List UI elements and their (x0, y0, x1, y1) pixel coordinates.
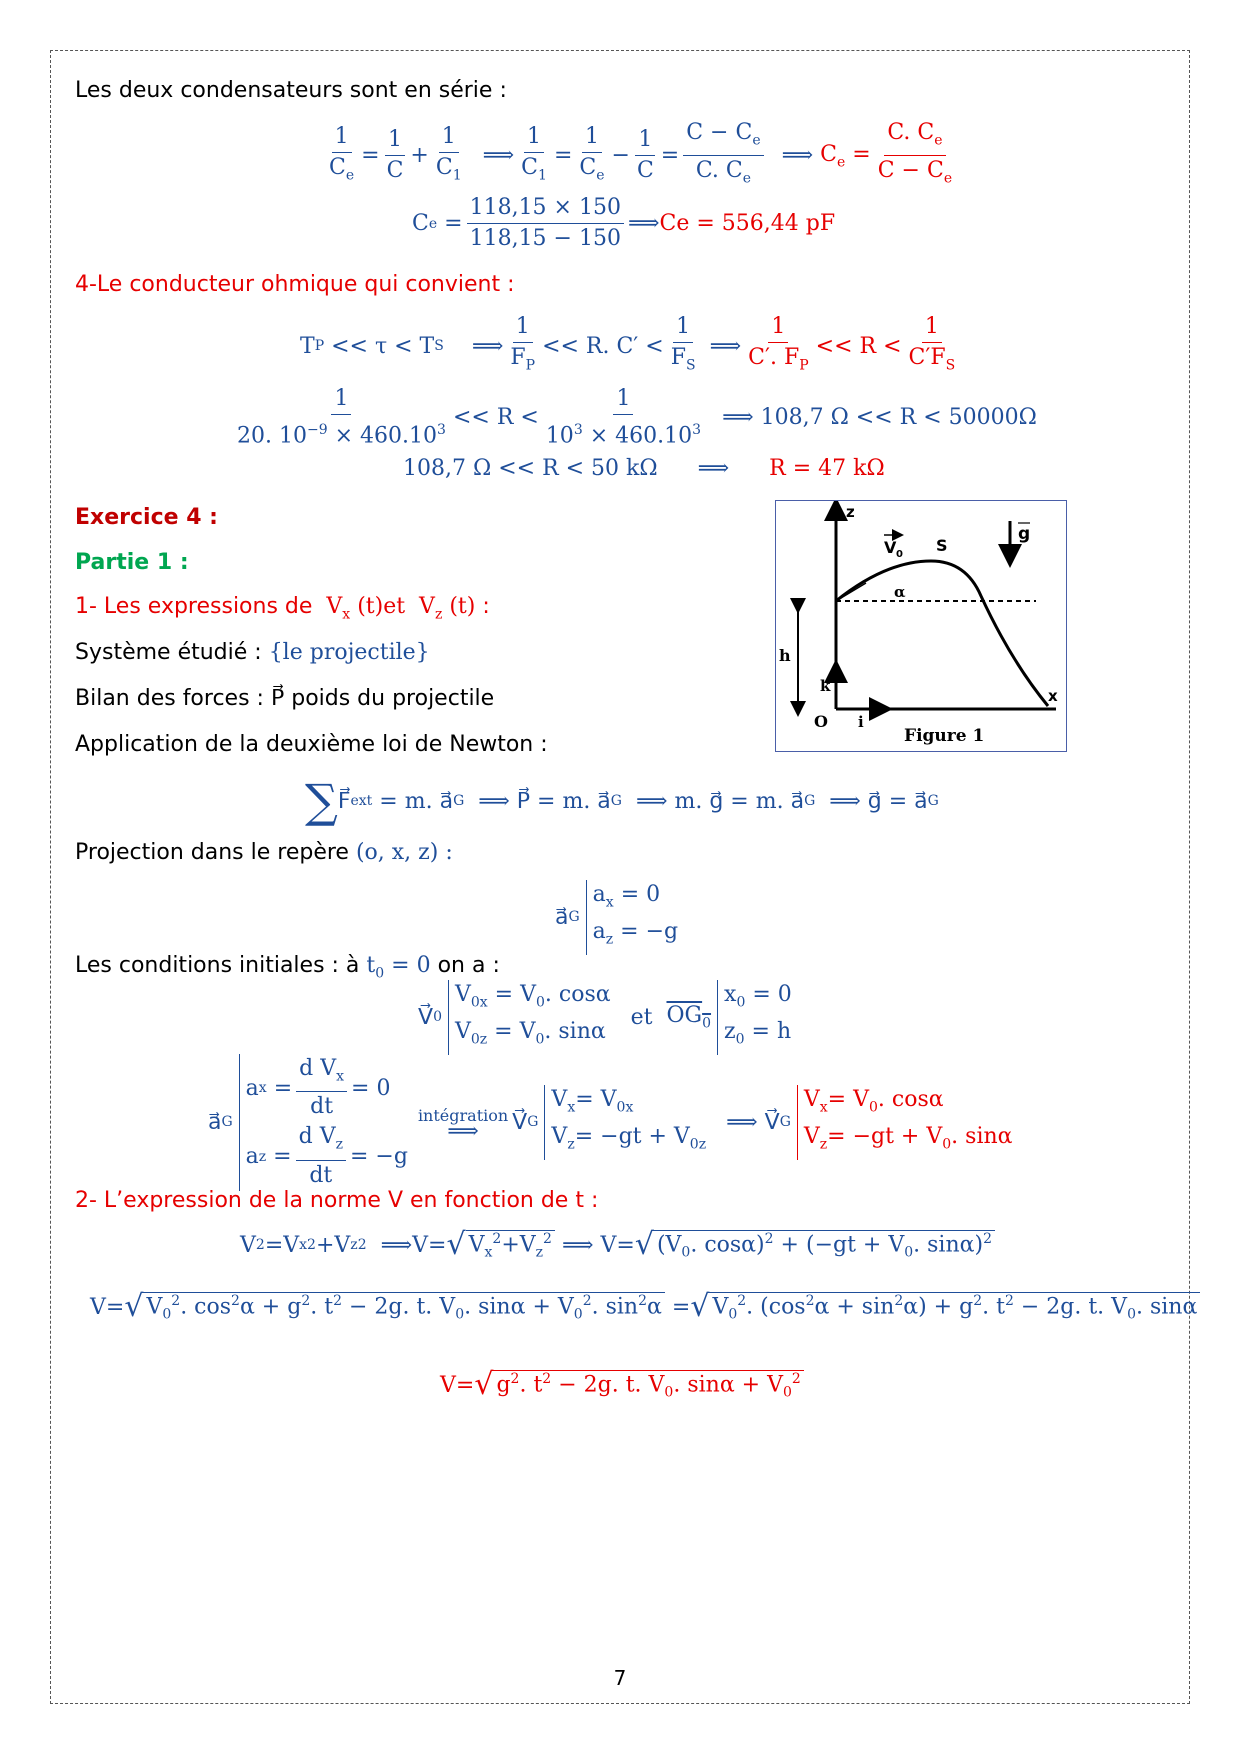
eq-time-constants: T P << τ < T S ⟹ $\frac{1}{F_P}$ << R. C′ < $\frac{1}{F_S}$ ⟹ $\frac{1}{C'. F_P}$ << R < $\frac{1}{C'F_S}$ (300, 314, 956, 374)
bilan-line: Bilan des forces : P⃗ poids du projectile (75, 686, 495, 711)
svg-text:k: k (820, 677, 831, 695)
svg-text:O: O (814, 712, 828, 731)
partie-title: Partie 1 : (75, 550, 189, 575)
eq-integration: a⃗ G a x = $\frac{d V_x}{dt}$ = 0 a z = $\frac{d V_z}{dt}$ = −g intégration ⟹ V⃗ G $V_x= V_{0x}$ $V_z= -gt + V_{0z}$ ⟹ V⃗ G $V_x= V_0$. cosα $V_z= -gt + V_0$. sinα (208, 1054, 1019, 1191)
projection-label: Projection dans le repère (75, 840, 356, 865)
question-2: 2- L’expression de la norme V en fonction de t : (75, 1188, 599, 1213)
eq-r-final: 108,7 Ω << R < 50 kΩ ⟹ R = 47 kΩ (403, 456, 885, 481)
ce-result: Ce = 556,44 pF (659, 211, 836, 236)
r-result: R = 47 kΩ (769, 456, 885, 481)
exercice-title: Exercice 4 : (75, 505, 218, 530)
eq-r-numeric: $\frac{1}{20. 10^{-9} \times 460.10^3}$ << R < $\frac{1}{10^3 \times 460.10^3}$ ⟹ 108,7 Ω << R < 50000Ω (237, 386, 1037, 449)
question-1: 1- Les expressions de $V_x$ (t)et $V_z$ (t) : (75, 594, 490, 623)
heading-4: 4-Le conducteur ohmique qui convient : (75, 272, 515, 297)
eq-norm-1: V 2 =V x 2 +V z 2 ⟹V= √ $V_x^2+V_z^2$ ⟹ V= √ ($V_0$. $\cos\alpha)^2 + (-gt + V_0$. sinα)$^2$ (240, 1230, 995, 1261)
svg-text:g: g (1018, 524, 1031, 544)
svg-text:x: x (1048, 687, 1058, 705)
figure-caption: Figure 1 (904, 726, 985, 746)
newton-line: Application de la deuxième loi de Newton : (75, 732, 548, 757)
page-number: 7 (613, 1666, 627, 1690)
r-range: 108,7 Ω << R < 50 kΩ (403, 456, 658, 481)
conditions-label: Les conditions initiales : à (75, 953, 367, 978)
figure-1 (775, 500, 1067, 752)
conditions-tail: on a : (430, 953, 500, 978)
eq-ce-value: C e = $\frac{118,15 \times 150}{118,15 - 150}$ ⟹ Ce = 556,44 pF (412, 195, 836, 251)
systeme-value: {le projectile} (268, 640, 430, 665)
eq-series-capacitors: $\frac{1}{C_e}$ = $\frac{1}{C}$ + $\frac{1}{C_1}$ ⟹ $\frac{1}{C_1}$ = $\frac{1}{C_e}$ − $\frac{1}{C}$ = $\frac{C - C_e}{C. C_e}$ ⟹ $C_e$ = $\frac{C. C_e}{C - C_e}$ (329, 120, 953, 187)
eq-acceleration-components: a⃗ G $a_x = 0$ $a_z = -g$ (555, 880, 684, 955)
page-frame (50, 50, 1190, 1704)
text-series: Les deux condensateurs sont en série : (75, 78, 507, 103)
svg-text:i: i (858, 713, 864, 731)
eq-norm-2: V= √ $V_0^2$. $\cos^2\alpha + g^2$. $t^2 - 2g$. t. $V_0$. $\sin\alpha + V_0^2$. $\sin^2\alpha$ = √ $V_0^2$. $(\cos^2\alpha + \sin^2\alpha) + g^2$. $t^2 - 2g$. t. $V_0$. sinα (90, 1292, 1200, 1323)
svg-text:V: V (884, 538, 897, 557)
eq-initial-conditions: V⃗ 0 $V_{0x} = V_0$. cosα $V_{0z} = V_0$. sinα et $OG_0$ $x_0 = 0$ $z_0 = h$ (418, 980, 798, 1055)
svg-text:α: α (894, 583, 906, 601)
eq-norm-final: V= √ $g^2$. $t^2 - 2g$. t. $V_0$. $\sin\alpha + V_0^2$ (440, 1370, 804, 1401)
svg-text:h: h (779, 646, 791, 665)
projection-value: (o, x, z) : (355, 840, 453, 865)
projection-line (75, 840, 453, 865)
systeme-label: Système étudié : (75, 640, 269, 665)
svg-text:z: z (846, 503, 855, 521)
conditions-line: Les conditions initiales : à $t_0 = 0$ on a : (75, 953, 500, 982)
svg-text:S: S (936, 536, 948, 555)
r-numeric: ⟹ 108,7 Ω << R < 50000Ω (722, 405, 1037, 431)
svg-text:0: 0 (896, 549, 903, 560)
systeme-line (75, 640, 430, 665)
eq-newton: ∑ F⃗ ext = m. a⃗ G ⟹ P⃗ = m. a⃗ G ⟹ m. g⃗ = m. a⃗ G ⟹ g⃗ = a⃗ G (305, 774, 939, 828)
